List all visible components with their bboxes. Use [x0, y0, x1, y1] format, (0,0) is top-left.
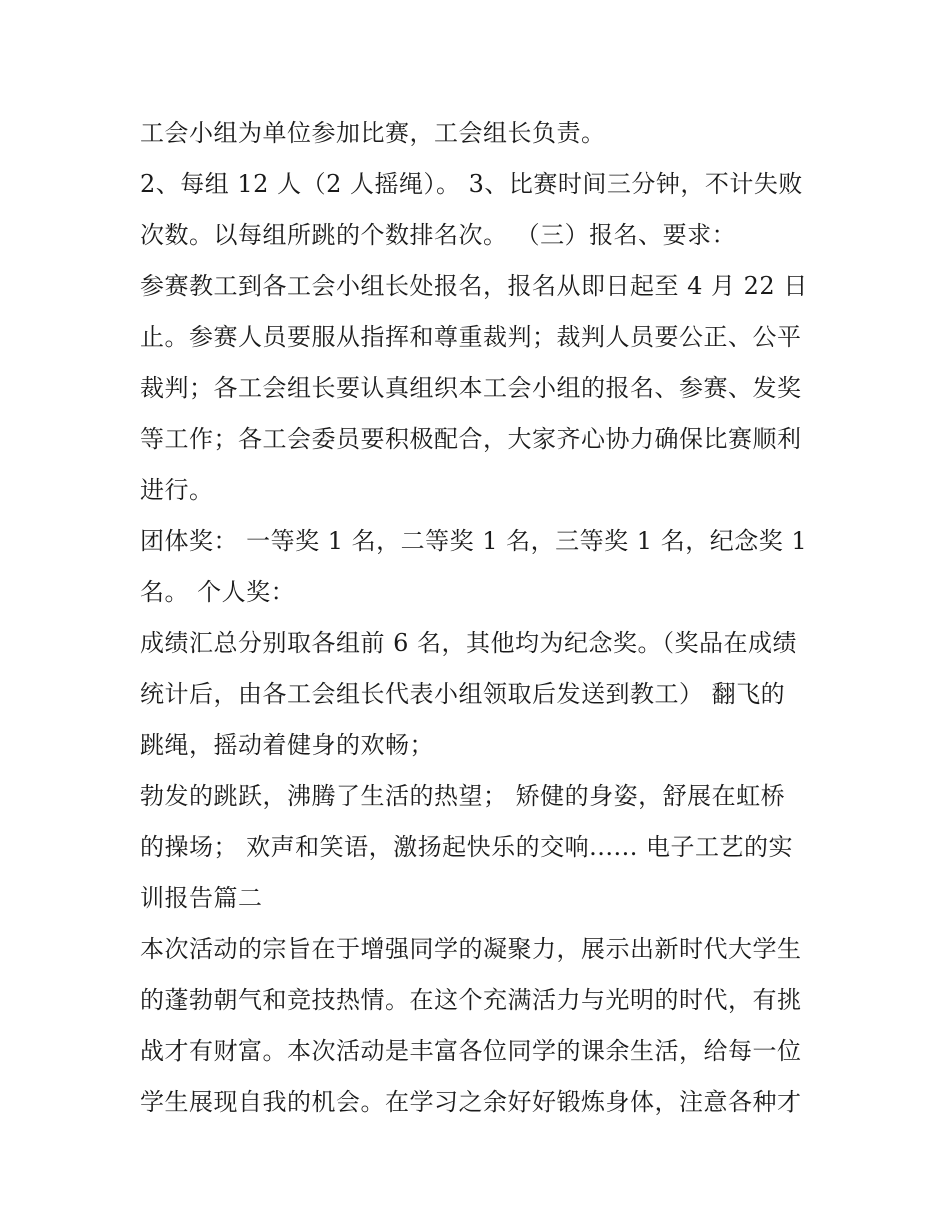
- text-line: 等工作；各工会委员要积极配合，大家齐心协力确保比赛顺利: [140, 425, 802, 453]
- text-line: 工会小组为单位参加比赛，工会组长负责。: [140, 119, 606, 147]
- text-line: 进行。: [140, 476, 214, 504]
- text-line: 止。参赛人员要服从指挥和尊重裁判；裁判人员要公正、公平: [140, 323, 802, 351]
- text-line: 学生展现自我的机会。在学习之余好好锻炼身体，注意各种才: [140, 1088, 802, 1116]
- document-body: [140, 108, 820, 1128]
- text-line: 裁判；各工会组长要认真组织本工会小组的报名、参赛、发奖: [140, 374, 802, 402]
- text-line: 参赛教工到各工会小组长处报名，报名从即日起至 4 月 22 日: [140, 272, 808, 300]
- text-line: 名。 个人奖：: [140, 578, 296, 606]
- text-line: 本次活动的宗旨在于增强同学的凝聚力，展示出新时代大学生: [140, 935, 802, 963]
- text-line: 的操场； 欢声和笑语，激扬起快乐的交响...... 电子工艺的实: [140, 833, 794, 861]
- text-line: 跳绳，摇动着健身的欢畅；: [140, 731, 434, 759]
- text-line: 团体奖： 一等奖 1 名，二等奖 1 名，三等奖 1 名，纪念奖 1: [140, 527, 808, 555]
- text-line: 战才有财富。本次活动是丰富各位同学的课余生活，给每一位: [140, 1037, 802, 1065]
- text-line: 统计后，由各工会组长代表小组领取后发送到教工） 翻飞的: [140, 680, 786, 708]
- text-line: 勃发的跳跃，沸腾了生活的热望； 矫健的身姿，舒展在虹桥: [140, 782, 786, 810]
- text-line: 成绩汇总分别取各组前 6 名，其他均为纪念奖。（奖品在成绩: [140, 629, 798, 657]
- text-line: 2、每组 12 人（2 人摇绳）。 3、比赛时间三分钟，不计失败: [140, 170, 803, 198]
- text-line: 次数。以每组所跳的个数排名次。 （三）报名、要求：: [140, 221, 737, 249]
- text-line: 的蓬勃朝气和竞技热情。在这个充满活力与光明的时代，有挑: [140, 986, 802, 1014]
- section-heading: 训报告篇二: [140, 884, 263, 912]
